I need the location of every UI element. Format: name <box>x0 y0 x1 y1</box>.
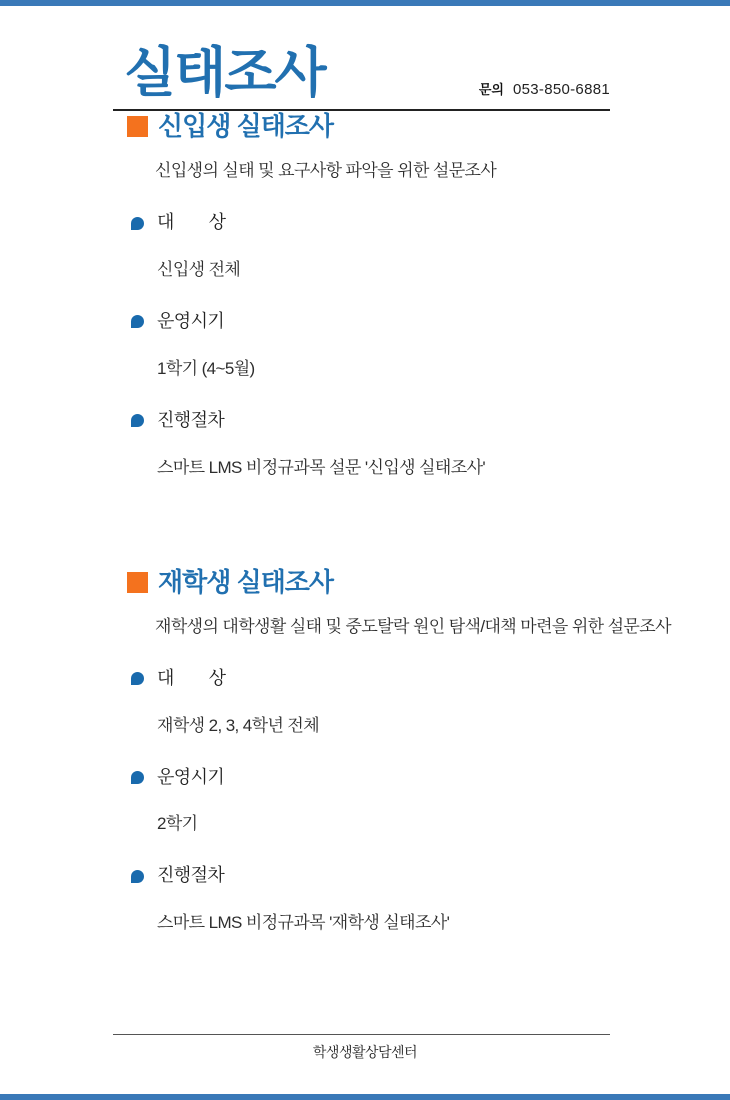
footer-org-name: 학생생활상담센터 <box>312 1044 418 1060</box>
item-value: 2학기 <box>157 814 198 834</box>
section-heading <box>127 111 610 142</box>
bottom-accent-bar <box>0 1094 730 1100</box>
section-heading-text: 재학생 실태조사 <box>158 566 334 597</box>
section-description: 재학생의 대학생활 실태 및 중도탈락 원인 탐색/대책 마련을 위한 설문조사 <box>155 616 671 636</box>
list-item-target <box>113 213 610 278</box>
item-value: 스마트 LMS 비정규과목 설문 '신입생 실태조사' <box>157 457 486 477</box>
page-title: 실태조사 <box>124 43 325 103</box>
blue-dot-icon <box>131 217 144 230</box>
item-value: 신입생 전체 <box>157 259 241 279</box>
item-head <box>131 669 610 689</box>
list-item-target <box>113 669 610 734</box>
contact-label: 문의 <box>478 82 504 97</box>
section-freshman-survey <box>113 111 610 476</box>
list-item-procedure <box>113 411 610 476</box>
contact-phone: 053-850-6881 <box>512 81 610 98</box>
item-label: 대 상 <box>157 667 226 688</box>
footer-divider <box>113 1034 610 1035</box>
item-value: 재학생 2, 3, 4학년 전체 <box>157 715 320 735</box>
orange-square-icon <box>127 116 148 137</box>
section-enrolled-survey <box>113 566 671 933</box>
item-label: 대 상 <box>157 212 226 233</box>
list-item-period <box>113 312 610 377</box>
item-head <box>131 768 610 788</box>
orange-square-icon <box>127 572 148 593</box>
item-label: 진행절차 <box>157 865 225 886</box>
blue-dot-icon <box>131 315 144 328</box>
list-item-period <box>113 768 610 833</box>
item-label: 운영시기 <box>157 766 225 787</box>
section-heading <box>127 567 610 598</box>
blue-dot-icon <box>131 771 144 784</box>
blue-dot-icon <box>131 414 144 427</box>
item-label: 운영시기 <box>157 310 225 331</box>
item-head <box>131 312 610 332</box>
blue-dot-icon <box>131 672 144 685</box>
section-description: 신입생의 실태 및 요구사항 파악을 위한 설문조사 <box>155 161 497 181</box>
section-heading-text: 신입생 실태조사 <box>158 111 334 141</box>
list-item-procedure <box>113 866 610 931</box>
page-header <box>113 0 610 111</box>
item-head <box>131 411 610 431</box>
content-area <box>113 0 671 933</box>
blue-dot-icon <box>131 870 144 883</box>
item-value: 1학기 (4~5월) <box>157 358 255 378</box>
item-head <box>131 866 610 886</box>
item-label: 진행절차 <box>157 409 225 430</box>
item-head <box>131 213 610 233</box>
contact-info <box>479 79 610 99</box>
item-value: 스마트 LMS 비정규과목 '재학생 실태조사' <box>157 913 450 933</box>
